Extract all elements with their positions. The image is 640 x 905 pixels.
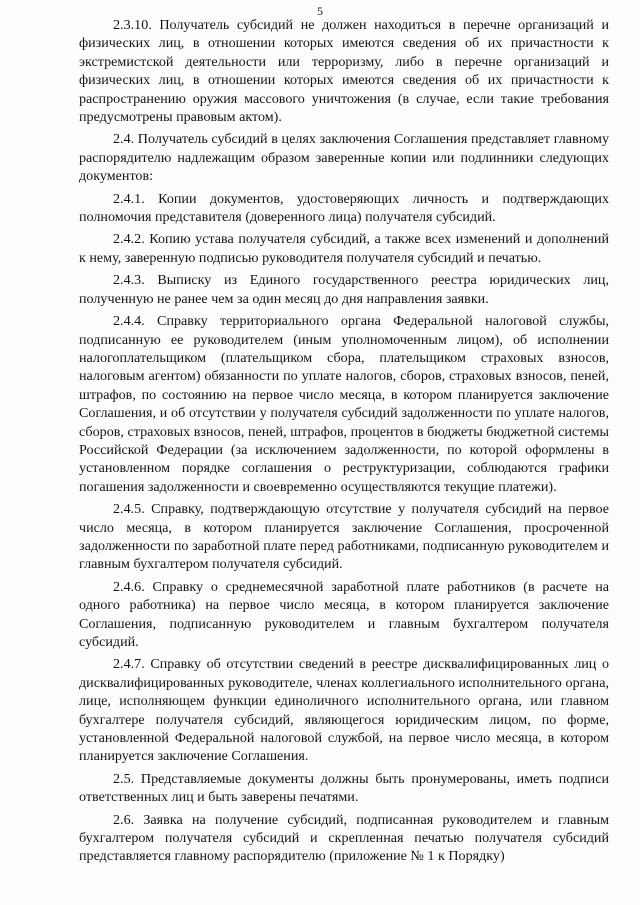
paragraph-2-4-1: 2.4.1. Копии документов, удостоверяющих личность и подтверждающих полномочия представителя (доверенного лица) получателя субсидий. xyxy=(79,190,609,226)
document-body xyxy=(79,16,609,870)
paragraph-2-4: 2.4. Получатель субсидий в целях заключения Соглашения представляет главному распорядителю надлежащим образом заверенные копии или подлинники следующих документов: xyxy=(79,131,609,185)
paragraph-2-4-3: 2.4.3. Выписку из Единого государственного реестра юридических лиц, полученную не ранее чем за один месяц до дня направления заявки. xyxy=(79,272,609,307)
paragraph-2-6: 2.6. Заявка на получение субсидий, подписанная руководителем и главным бухгалтером получателя субсидий и скрепленная печатью получателя субсидий представляется главному распорядителю (приложение № 1 к Порядку) xyxy=(79,811,609,865)
paragraph-2-5: 2.5. Представляемые документы должны быть пронумерованы, иметь подписи ответственных лиц и быть заверены печатями. xyxy=(79,770,609,806)
paragraph-2-4-5: 2.4.5. Справку, подтверждающую отсутствие у получателя субсидий на первое число месяца, в котором планируется заключение Соглашения, просроченной задолженности по заработной плате перед работниками, подписанную руководителем и главным бухгалтером получателя субсидий. xyxy=(79,501,609,573)
paragraph-2-4-2: 2.4.2. Копию устава получателя субсидий, а также всех изменений и дополнений к нему, заверенную подписью руководителя получателя субсидий и печатью. xyxy=(79,231,609,266)
paragraph-2-4-6: 2.4.6. Справку о среднемесячной заработной плате работников (в расчете на одного работника) на первое число месяца, в котором планируется заключение Соглашения, подписанную руководителем и главным бухгалтером получателя субсидий. xyxy=(79,578,609,650)
paragraph-2-4-4: 2.4.4. Справку территориального органа Федеральной налоговой службы, подписанную ее руководителем (иным уполномоченным лицом), об исполнении налогоплательщиком (плательщиком сбора, плательщиком страховых взносов, налоговым агентом) обязанности по уплате налогов, сборов, страховых взносов, пеней, штрафов, по состоянию на первое число месяца, в котором планируется заключение Соглашения, и об отсутствии у получателя субсидий задолженности по уплате налогов, сборов, страховых взносов, пеней, штрафов, процентов в бюджеты бюджетной системы Российской Федерации (за исключением задолженности, по которой оформлены в установленном порядке соглашения о реструктуризации, соблюдаются графики погашения задолженности и своевременно осуществляются текущие платежи). xyxy=(79,313,609,495)
paragraph-2-4-7: 2.4.7. Справку об отсутствии сведений в реестре дисквалифицированных лиц о дисквалифицированных руководителе, членах коллегиального исполнительного органа, лице, исполняющем функции единоличного исполнительного органа, или главном бухгалтере получателя субсидий, являющегося юридическим лицом, по форме, установленной Федеральной налоговой службой, на первое число месяца, в котором планируется заключение Соглашения. xyxy=(79,656,609,765)
page-number: 5 xyxy=(317,4,323,18)
paragraph-2-3-10: 2.3.10. Получатель субсидий не должен находиться в перечне организаций и физических лиц, в отношении которых имеются сведения об их причастности к экстремистской деятельности или терроризму, либо в перечне организаций и физических лиц, в отношении которых имеются сведения об их причастности к распространению оружия массового уничтожения (в случае, если такие требования предусмотрены правовым актом). xyxy=(79,17,609,126)
